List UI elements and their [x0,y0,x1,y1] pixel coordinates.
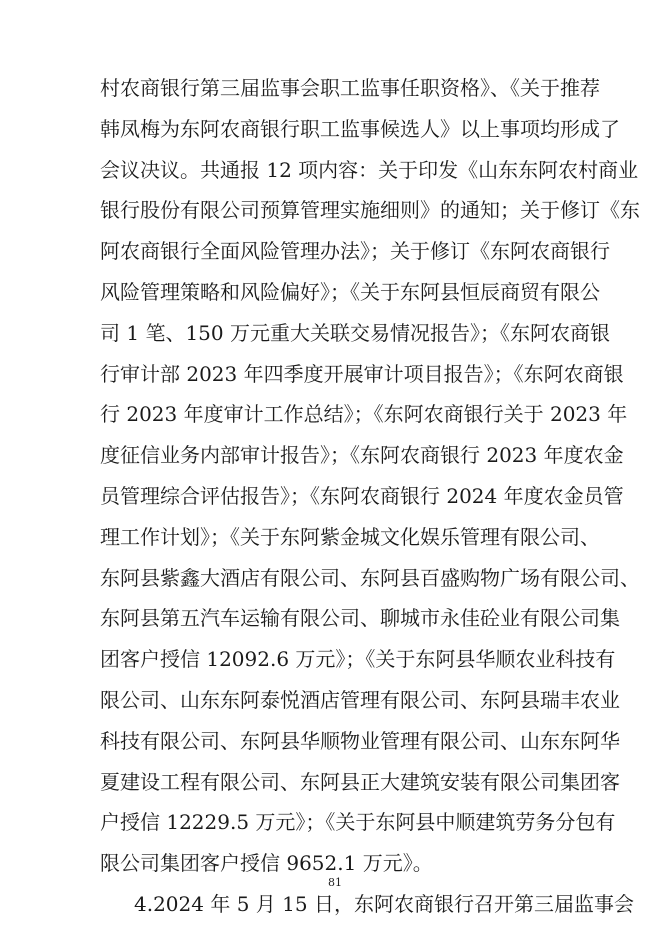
body-text-line: 科技有限公司、东阿县华顺物业管理有限公司、山东东阿华 [100,729,620,753]
body-text-line: 限公司、山东东阿泰悦酒店管理有限公司、东阿县瑞丰农业 [100,688,620,712]
body-text-line: 行 2023 年度审计工作总结》；《东阿农商银行关于 2023 年 [100,402,628,426]
body-text-line: 户授信 12229.5 万元》；《关于东阿县中顺建筑劳务分包有 [100,810,616,834]
body-text-line: 司 1 笔、150 万元重大关联交易情况报告》；《东阿农商银 [100,321,610,345]
body-text-line: 村农商银行第三届监事会职工监事任职资格》、《关于推荐 [100,76,600,100]
body-text-line: 银行股份有限公司预算管理实施细则》的通知；关于修订《东 [100,198,640,222]
page-number: 81 [328,876,342,889]
body-text-line: 团客户授信 12092.6 万元》；《关于东阿县华顺农业科技有 [100,647,616,671]
body-text-line: 东阿县紫鑫大酒店有限公司、东阿县百盛购物广场有限公司、 [100,566,640,590]
body-text-line: 阿农商银行全面风险管理办法》；关于修订《东阿农商银行 [100,239,610,263]
paragraph-first-line: 4.2024 年 5 月 15 日，东阿农商银行召开第三届监事会 [134,892,634,916]
body-text-line: 夏建设工程有限公司、东阿县正大建筑安装有限公司集团客 [100,770,620,794]
body-text-line: 会议决议。共通报 12 项内容：关于印发《山东东阿农村商业 [100,158,639,182]
body-text-line: 度征信业务内部审计报告》；《东阿农商银行 2023 年度农金 [100,443,624,467]
body-text-line: 东阿县第五汽车运输有限公司、聊城市永佳砼业有限公司集 [100,606,620,630]
body-text-line: 韩凤梅为东阿农商银行职工监事候选人》以上事项均形成了 [100,117,620,141]
body-text-line: 理工作计划》；《关于东阿紫金城文化娱乐管理有限公司、 [100,525,600,549]
body-text-line: 行审计部 2023 年四季度开展审计项目报告》；《东阿农商银 [100,362,624,386]
body-text-line: 风险管理策略和风险偏好》；《关于东阿县恒辰商贸有限公 [100,280,600,304]
body-text-line: 限公司集团客户授信 9652.1 万元》。 [100,851,433,875]
body-text-line: 员管理综合评估报告》；《东阿农商银行 2024 年度农金员管 [100,484,624,508]
